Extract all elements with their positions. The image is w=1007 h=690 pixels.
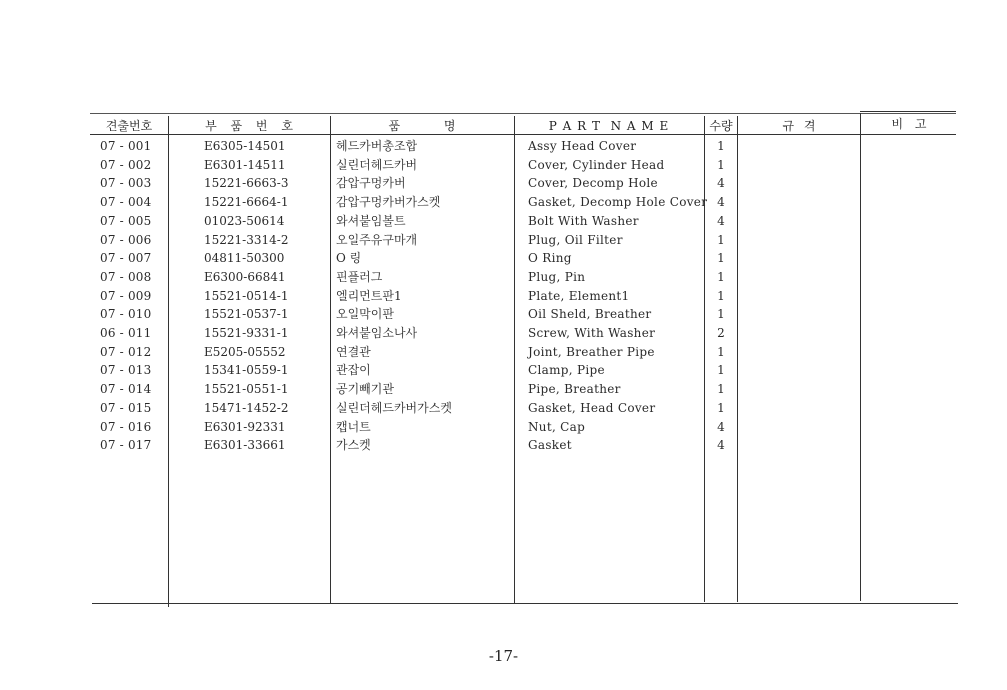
row-number: 07 - 014 xyxy=(100,382,152,397)
table-row xyxy=(0,418,1007,437)
part-number: E6305-14501 xyxy=(204,139,286,153)
row-number: 07 - 003 xyxy=(100,176,152,191)
row-number: 07 - 006 xyxy=(100,232,152,247)
table-row xyxy=(0,324,1007,343)
part-name-english: Gasket, Decomp Hole Cover xyxy=(528,195,708,210)
part-name-korean: 감압구멍카버 xyxy=(336,176,406,191)
quantity: 1 xyxy=(717,232,725,247)
quantity: 1 xyxy=(717,251,725,266)
part-name-english: Plug, Pin xyxy=(528,269,586,284)
part-number: E6301-14511 xyxy=(204,157,286,172)
part-number: 15221-6663-3 xyxy=(204,176,289,191)
part-name-korean: 연결관 xyxy=(336,344,371,359)
quantity: 2 xyxy=(717,326,725,340)
table-row xyxy=(0,212,1007,231)
part-name-korean: 엘리먼트판1 xyxy=(336,288,402,303)
header-remarks: 비 고 xyxy=(891,117,927,131)
quantity: 1 xyxy=(717,139,725,153)
table-row xyxy=(0,231,1007,250)
part-name-english: Joint, Breather Pipe xyxy=(528,344,655,359)
part-name-korean: O 링 xyxy=(336,251,362,266)
part-name-english: Clamp, Pipe xyxy=(528,363,605,378)
part-name-korean: 관잡이 xyxy=(336,363,371,378)
part-name-korean: 실린더헤드카버가스켓 xyxy=(336,400,452,415)
quantity: 1 xyxy=(717,400,725,415)
part-name-korean: 가스켓 xyxy=(336,438,371,453)
part-name-korean: 공기빼기관 xyxy=(336,382,394,397)
table-row xyxy=(0,361,1007,380)
part-number: E6300-66841 xyxy=(204,269,286,284)
part-name-english: Pipe, Breather xyxy=(528,382,621,397)
part-name-english: Cover, Decomp Hole xyxy=(528,176,658,191)
part-name-english: Nut, Cap xyxy=(528,419,586,434)
header-spec: 규 격 xyxy=(782,119,816,133)
part-name-english: Assy Head Cover xyxy=(528,139,637,153)
header-part-name-en: P A R T N A M E xyxy=(548,119,670,133)
table-row xyxy=(0,137,1007,156)
part-name-english: O Ring xyxy=(528,251,572,266)
table-row xyxy=(0,249,1007,268)
quantity: 4 xyxy=(717,176,725,191)
quantity: 4 xyxy=(717,419,725,434)
part-number: 15221-6664-1 xyxy=(204,195,289,210)
part-name-korean: 실린더헤드카버 xyxy=(336,157,418,172)
table-row xyxy=(0,305,1007,324)
part-number: 15521-0551-1 xyxy=(204,382,289,397)
row-number: 07 - 007 xyxy=(100,251,152,266)
part-name-english: Screw, With Washer xyxy=(528,326,656,340)
part-name-korean: 와셔붙임소나사 xyxy=(336,326,418,340)
table-top-line xyxy=(90,113,956,114)
row-number: 07 - 015 xyxy=(100,400,152,415)
table-row xyxy=(0,343,1007,362)
row-number: 07 - 012 xyxy=(100,344,152,359)
part-name-english: Gasket xyxy=(528,438,572,453)
part-number: E6301-33661 xyxy=(204,438,286,453)
quantity: 1 xyxy=(717,288,725,303)
table-row xyxy=(0,156,1007,175)
page-number: -17- xyxy=(488,647,519,665)
part-name-korean: 캡너트 xyxy=(336,419,371,434)
part-number: 04811-50300 xyxy=(204,251,285,266)
quantity: 4 xyxy=(717,213,725,228)
quantity: 1 xyxy=(717,344,725,359)
part-name-english: Plate, Element1 xyxy=(528,288,630,303)
part-number: 15221-3314-2 xyxy=(204,232,289,247)
table-row xyxy=(0,268,1007,287)
part-name-english: Gasket, Head Cover xyxy=(528,400,656,415)
header-part-name-kr: 품 명 xyxy=(388,119,456,133)
part-number: 15521-9331-1 xyxy=(204,326,289,340)
quantity: 1 xyxy=(717,157,725,172)
row-number: 07 - 005 xyxy=(100,213,152,228)
part-number: 01023-50614 xyxy=(204,213,285,228)
row-number: 07 - 009 xyxy=(100,288,152,303)
part-number: 15521-0537-1 xyxy=(204,307,289,322)
part-name-korean: 헤드카버총조합 xyxy=(336,139,418,153)
row-number: 06 - 011 xyxy=(100,326,152,340)
table-row xyxy=(0,380,1007,399)
header-no: 견출번호 xyxy=(105,119,153,133)
table-row xyxy=(0,436,1007,455)
part-number: 15341-0559-1 xyxy=(204,363,289,378)
part-name-korean: 오일막이판 xyxy=(336,307,394,322)
part-number: 15521-0514-1 xyxy=(204,288,289,303)
row-number: 07 - 010 xyxy=(100,307,152,322)
part-name-english: Bolt With Washer xyxy=(528,213,639,228)
row-number: 07 - 008 xyxy=(100,269,152,284)
table-bottom-line xyxy=(92,603,958,604)
row-number: 07 - 004 xyxy=(100,195,152,210)
table-row xyxy=(0,174,1007,193)
row-number: 07 - 002 xyxy=(100,157,152,172)
table-row xyxy=(0,399,1007,418)
quantity: 4 xyxy=(717,438,725,453)
part-number: 15471-1452-2 xyxy=(204,400,289,415)
part-name-korean: 와셔붙임볼트 xyxy=(336,213,406,228)
part-name-korean: 감압구멍카버가스켓 xyxy=(336,195,441,210)
part-name-english: Plug, Oil Filter xyxy=(528,232,623,247)
header-part-no: 부 품 번 호 xyxy=(205,119,293,133)
part-name-english: Cover, Cylinder Head xyxy=(528,157,665,172)
row-number: 07 - 001 xyxy=(100,139,152,153)
row-number: 07 - 016 xyxy=(100,419,152,434)
header-qty: 수량 xyxy=(709,119,733,133)
part-name-korean: 핀플러그 xyxy=(336,269,383,284)
table-row xyxy=(0,193,1007,212)
part-name-korean: 오일주유구마개 xyxy=(336,232,418,247)
quantity: 1 xyxy=(717,269,725,284)
row-number: 07 - 013 xyxy=(100,363,152,378)
table-top-line-right xyxy=(860,111,956,112)
part-name-english: Oil Sheld, Breather xyxy=(528,307,652,322)
part-number: E6301-92331 xyxy=(204,419,286,434)
row-number: 07 - 017 xyxy=(100,438,152,453)
quantity: 1 xyxy=(717,382,725,397)
quantity: 4 xyxy=(717,195,725,210)
part-number: E5205-05552 xyxy=(204,344,286,359)
quantity: 1 xyxy=(717,307,725,322)
quantity: 1 xyxy=(717,363,725,378)
table-row xyxy=(0,287,1007,306)
